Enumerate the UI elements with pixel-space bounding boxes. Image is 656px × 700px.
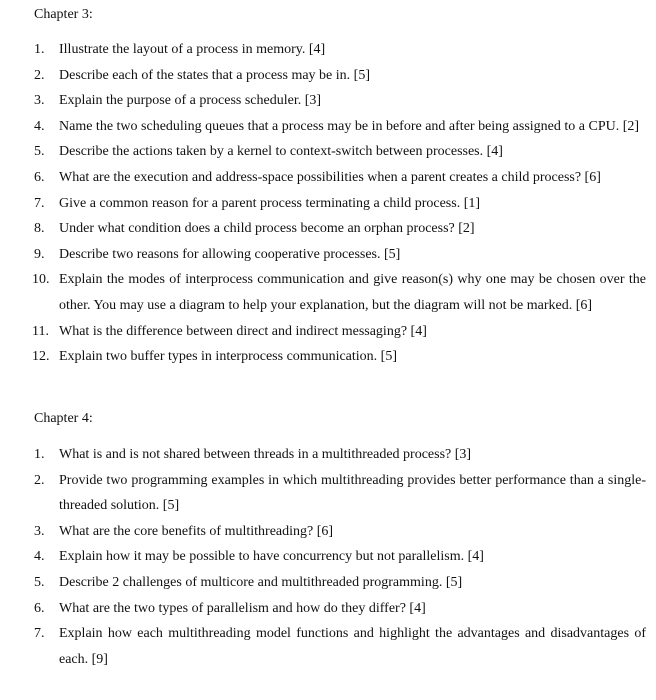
- question-item: [0, 544, 656, 570]
- question-text: What are the two types of parallelism and how do they differ? [4]: [59, 600, 426, 616]
- question-number: 2.: [34, 67, 45, 83]
- question-number: 4.: [34, 118, 45, 134]
- question-item: [0, 468, 656, 519]
- question-item: [0, 621, 656, 672]
- question-text: Provide two programming examples in which multithreading provides better performance than a single-threaded solution. [5]: [59, 472, 646, 514]
- question-number: 12.: [32, 349, 50, 365]
- question-item: [0, 242, 656, 268]
- question-text: Explain two buffer types in interprocess communication. [5]: [59, 349, 397, 365]
- question-item: [0, 596, 656, 622]
- question-text: Explain the purpose of a process scheduler. [3]: [59, 93, 322, 109]
- question-item: [0, 442, 656, 468]
- question-text: Describe the actions taken by a kernel to context-switch between processes. [4]: [59, 144, 503, 160]
- question-text: What are the execution and address-space possibilities when a parent creates a child process? [6]: [59, 169, 601, 185]
- question-text: Name the two scheduling queues that a process may be in before and after being assigned to a CPU. [2]: [59, 118, 640, 134]
- question-number: 6.: [34, 169, 45, 185]
- question-text: Describe 2 challenges of multicore and multithreaded programming. [5]: [59, 574, 463, 590]
- question-number: 4.: [34, 549, 45, 565]
- question-item: [0, 165, 656, 191]
- question-text: Give a common reason for a parent process terminating a child process. [1]: [59, 195, 481, 211]
- question-text: What are the core benefits of multithreading? [6]: [59, 523, 334, 539]
- question-text: Explain how it may be possible to have concurrency but not parallelism. [4]: [59, 549, 484, 565]
- question-number: 7.: [34, 195, 45, 211]
- question-item: [0, 191, 656, 217]
- question-item: [0, 267, 656, 318]
- chapter-3-heading: Chapter 3:: [34, 7, 93, 22]
- question-number: 6.: [34, 600, 45, 616]
- question-text: Describe two reasons for allowing cooperative processes. [5]: [59, 246, 401, 262]
- question-text: What is and is not shared between threads in a multithreaded process? [3]: [59, 447, 472, 462]
- question-number: 5.: [34, 574, 45, 590]
- chapter-4-question-list: [0, 442, 656, 672]
- question-item: [0, 570, 656, 596]
- question-number: 5.: [34, 144, 45, 160]
- question-number: 9.: [34, 246, 45, 262]
- question-text: What is the difference between direct and indirect messaging? [4]: [59, 323, 427, 339]
- question-number: 1.: [34, 447, 45, 462]
- question-text: Illustrate the layout of a process in memory. [4]: [59, 42, 326, 57]
- question-number: 1.: [34, 42, 45, 57]
- question-item: [0, 319, 656, 345]
- question-item: [0, 139, 656, 165]
- question-number: 11.: [32, 323, 49, 339]
- question-text: Explain how each multithreading model functions and highlight the advantages and disadvantages of each. [9]: [59, 626, 646, 667]
- question-text: Under what condition does a child process become an orphan process? [2]: [59, 221, 475, 237]
- question-number: 3.: [34, 93, 45, 109]
- question-number: 7.: [34, 626, 45, 642]
- question-item: [0, 216, 656, 242]
- question-item: [0, 519, 656, 545]
- question-number: 2.: [34, 472, 45, 488]
- question-item: [0, 63, 656, 89]
- question-item: [0, 88, 656, 114]
- question-item: [0, 37, 656, 63]
- chapter-4-heading: Chapter 4:: [34, 411, 93, 426]
- question-number: 3.: [34, 523, 45, 539]
- question-item: [0, 114, 656, 140]
- question-number: 10.: [32, 272, 50, 288]
- chapter-3-question-list: [0, 37, 656, 370]
- question-text: Explain the modes of interprocess communication and give reason(s) why one may be chosen over the other. You may use a diagram to help your explanation, but the diagram will not be marked. [6]: [59, 272, 646, 313]
- question-text: Describe each of the states that a process may be in. [5]: [59, 67, 370, 83]
- question-item: [0, 344, 656, 370]
- question-number: 8.: [34, 221, 45, 237]
